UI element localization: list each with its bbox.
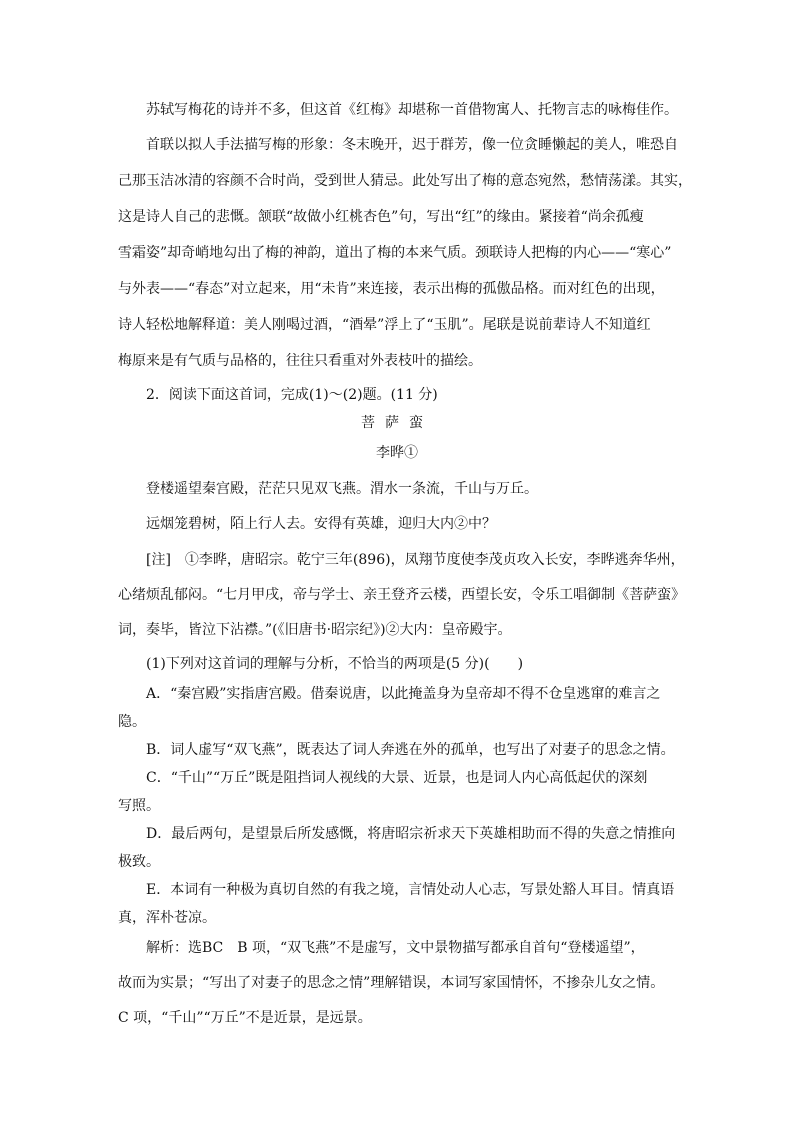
option-line: A．“秦宫殿”实指唐宫殿。借秦说唐，以此掩盖身为皇帝却不得不仓皇逃窜的难言之 — [146, 686, 661, 702]
poem-title: 菩萨蛮 — [361, 415, 433, 431]
question-intro: 2．阅读下面这首词，完成(1)～(2)题。(11 分) — [146, 387, 438, 403]
option-line: D．最后两句，是望景后所发感慨，将唐昭宗祈求天下英雄相助而不得的失意之情推向 — [146, 826, 676, 842]
option-line: 隐。 — [118, 714, 146, 730]
note-line: [注] ①李晔，唐昭宗。乾宁三年(896)，凤翔节度使李茂贞攻入长安，李晔逃奔华州， — [146, 552, 685, 568]
analysis-line: C 项，“千山”“万丘”不是近景，是远景。 — [118, 1010, 372, 1026]
passage-line: 雪霜姿”却奇峭地勾出了梅的神韵，道出了梅的本来气质。颈联诗人把梅的内心——“寒心” — [118, 245, 672, 261]
passage-line: 首联以拟人手法描写梅的形象：冬末晚开，迟于群芳，像一位贪睡懒起的美人，唯恐自 — [146, 137, 678, 153]
note-line: 词，奏毕，皆泣下沾襟。”(《旧唐书·昭宗纪》)②大内：皇帝殿宇。 — [118, 622, 512, 638]
option-line: E．本词有一种极为真切自然的有我之境，言情处动人心志，写景处豁人耳目。情真语 — [146, 882, 675, 898]
analysis-line: 故而为实景；“写出了对妻子的思念之情”理解错误，本词写家国情怀，不掺杂儿女之情。 — [118, 975, 665, 991]
note-line: 心绪烦乱郁闷。“七月甲戌，帝与学士、亲王登齐云楼，西望长安，令乐工唱御制《菩萨蛮》 — [118, 587, 686, 603]
passage-line: 这是诗人自己的悲慨。颔联“故做小红桃杏色”句，写出“红”的缘由。紧接着“尚余孤瘦 — [118, 209, 644, 225]
analysis-line: 解析：选BC B 项，“双飞燕”不是虚写，文中景物描写都承自首句“登楼遥望”， — [146, 940, 645, 956]
subquestion-stem: (1)下列对这首词的理解与分析，不恰当的两项是(5 分)( ) — [146, 656, 524, 672]
option-line: 真，浑朴苍凉。 — [118, 910, 216, 926]
passage-line: 己那玉洁冰清的容颜不合时尚，受到世人猜忌。此处写出了梅的意态宛然，愁情荡漾。其实， — [118, 173, 692, 189]
passage-line: 与外表——“春态”对立起来，用“未肯”来连接，表示出梅的孤傲品格。而对红色的出现， — [118, 281, 665, 297]
poem-line: 登楼遥望秦宫殿，茫茫只见双飞燕。渭水一条流，千山与万丘。 — [146, 481, 538, 497]
option-line: B．词人虚写“双飞燕”，既表达了词人奔逃在外的孤单，也写出了对妻子的思念之情。 — [146, 742, 675, 758]
option-line: 写照。 — [118, 798, 160, 814]
passage-line: 诗人轻松地解释道：美人刚喝过酒，“酒晕”浮上了“玉肌”。尾联是说前辈诗人不知道红 — [118, 317, 651, 333]
passage-line: 苏轼写梅花的诗并不多，但这首《红梅》却堪称一首借物寓人、托物言志的咏梅佳作。 — [146, 102, 678, 118]
passage-line: 梅原来是有气质与品格的，往往只看重对外表枝叶的描绘。 — [118, 353, 482, 369]
poem-author: 李晔① — [376, 445, 418, 461]
poem-line: 远烟笼碧树，陌上行人去。安得有英雄，迎归大内②中？ — [146, 516, 496, 532]
option-line: C．“千山”“万丘”既是阻挡词人视线的大景、近景，也是词人内心高低起伏的深刻 — [146, 770, 648, 786]
option-line: 极致。 — [118, 854, 160, 870]
